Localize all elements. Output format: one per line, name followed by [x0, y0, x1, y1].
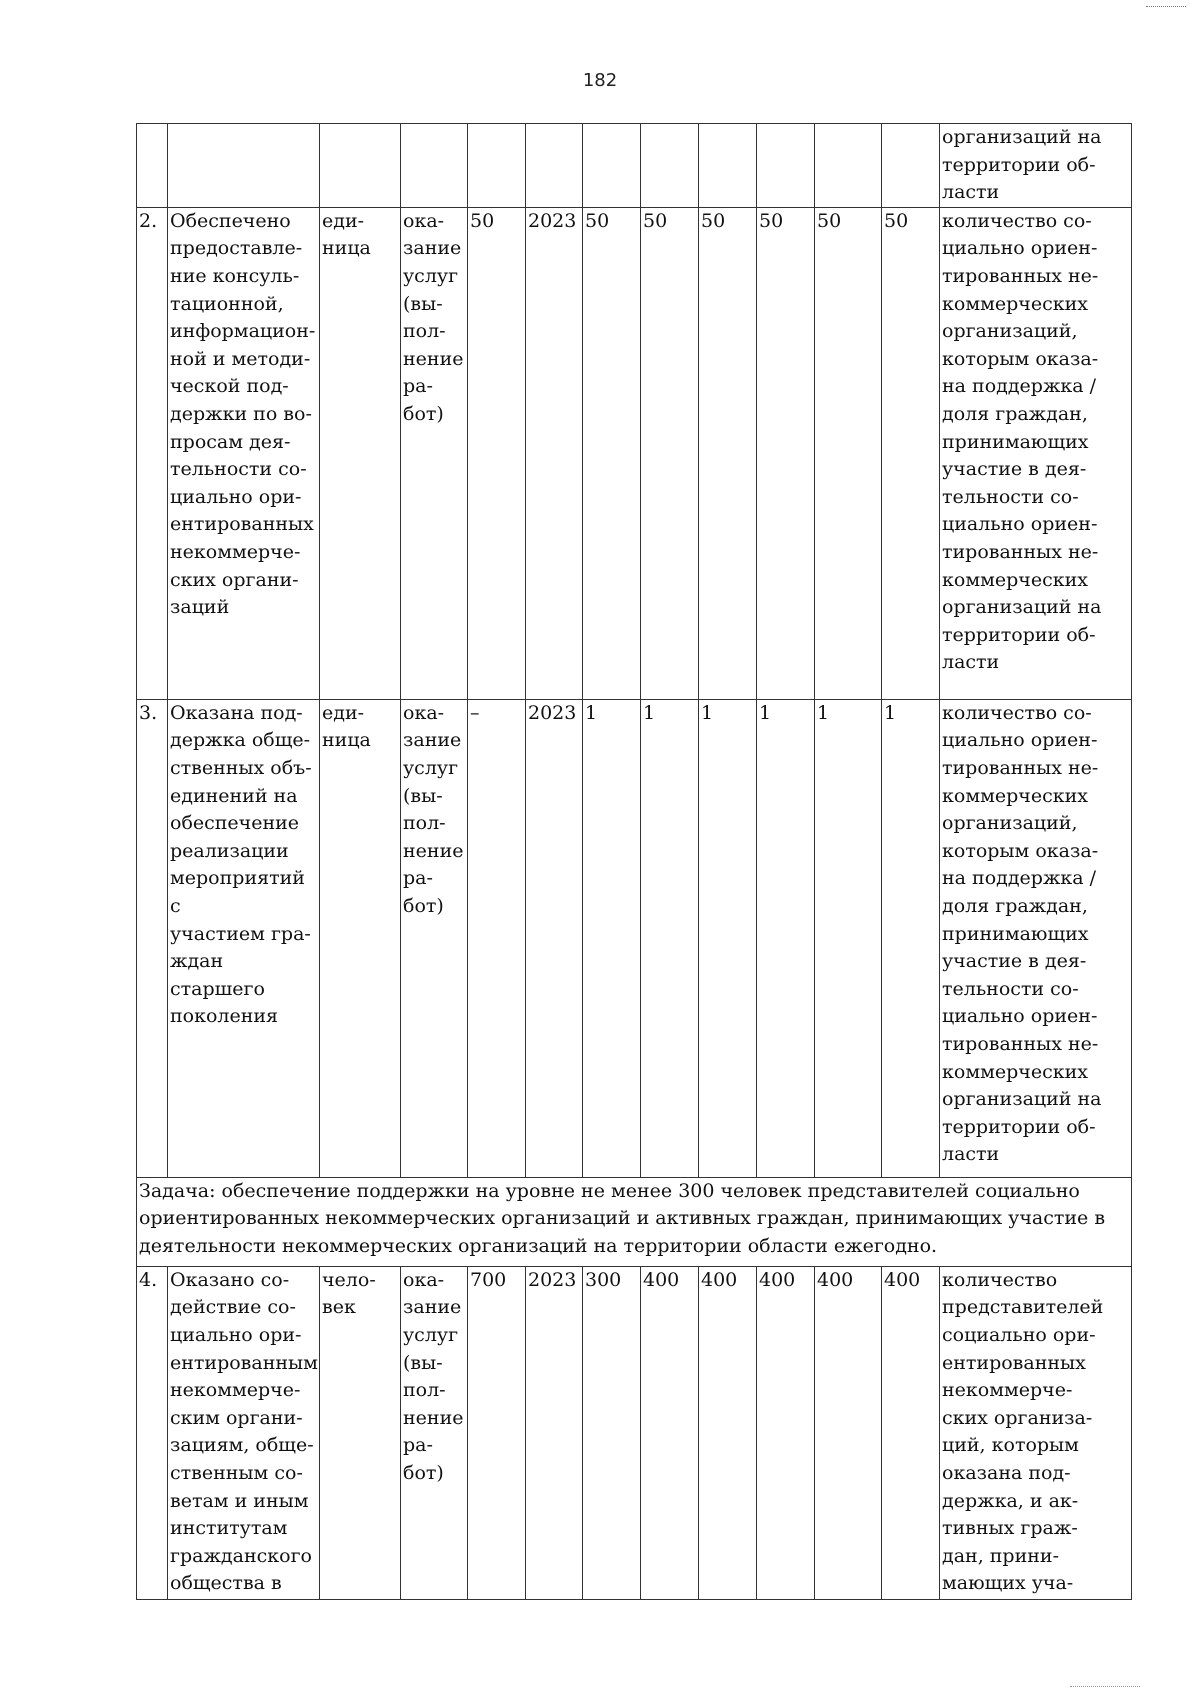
base-value: 700	[468, 1266, 526, 1599]
base-year: 2023	[526, 699, 583, 1177]
value-3: 1	[699, 699, 757, 1177]
value-4: 1	[757, 699, 815, 1177]
value-2: 50	[641, 207, 699, 699]
base-value: –	[468, 699, 526, 1177]
row-number	[137, 124, 168, 208]
table-row	[137, 124, 1132, 208]
base-year	[526, 124, 583, 208]
unit: чело- век	[320, 1266, 401, 1599]
indicators-table	[136, 123, 1132, 1600]
value-3: 400	[699, 1266, 757, 1599]
task-row	[137, 1177, 1132, 1266]
result-name: Оказана под- держка обще- ственных объ- единений на обеспечение реализации мероприятий с участием гра- ждан старшего поколения	[168, 699, 320, 1177]
result-type: ока- зание услуг (вы- пол- нение ра- бот)	[401, 1266, 468, 1599]
row-number: 2.	[137, 207, 168, 699]
value-2: 1	[641, 699, 699, 1177]
base-year: 2023	[526, 207, 583, 699]
value-1	[583, 124, 641, 208]
result-type: ока- зание услуг (вы- пол- нение ра- бот)	[401, 207, 468, 699]
unit: еди- ница	[320, 699, 401, 1177]
base-year: 2023	[526, 1266, 583, 1599]
value-2	[641, 124, 699, 208]
row-number: 3.	[137, 699, 168, 1177]
value-1: 50	[583, 207, 641, 699]
value-6: 50	[882, 207, 940, 699]
unit: еди- ница	[320, 207, 401, 699]
row-number: 4.	[137, 1266, 168, 1599]
unit	[320, 124, 401, 208]
value-2: 400	[641, 1266, 699, 1599]
value-5: 400	[815, 1266, 882, 1599]
value-3: 50	[699, 207, 757, 699]
indicator-link: количество со- циально ориен- тированных не- коммерческих организаций, которым оказа- на поддержка / доля граждан, принимающих участие в дея- тельности со- циально ориен- тированных не- коммерческих организаций на территории об- ласти	[940, 699, 1132, 1177]
scan-mark-bottom	[1070, 1686, 1140, 1691]
indicator-link: организаций на территории об- ласти	[940, 124, 1132, 208]
table-row	[137, 699, 1132, 1177]
value-4: 50	[757, 207, 815, 699]
indicator-link: количество представителей социально ори- ентированных некоммерче- ских организа- ций, которым оказана под- держка, и ак- тивных граж- дан, прини- мающих уча-	[940, 1266, 1132, 1599]
page-number: 182	[582, 70, 618, 91]
value-1: 300	[583, 1266, 641, 1599]
result-type	[401, 124, 468, 208]
result-name	[168, 124, 320, 208]
value-3	[699, 124, 757, 208]
value-5: 50	[815, 207, 882, 699]
value-5: 1	[815, 699, 882, 1177]
table-row	[137, 1266, 1132, 1599]
base-value	[468, 124, 526, 208]
value-4: 400	[757, 1266, 815, 1599]
value-6	[882, 124, 940, 208]
value-1: 1	[583, 699, 641, 1177]
value-6: 400	[882, 1266, 940, 1599]
base-value: 50	[468, 207, 526, 699]
value-5	[815, 124, 882, 208]
result-name: Оказано со- действие со- циально ори- ентированным некоммерче- ским органи- зациям, обще- ственным со- ветам и иным институтам гражданского общества в	[168, 1266, 320, 1599]
value-4	[757, 124, 815, 208]
task-text: Задача: обеспечение поддержки на уровне не менее 300 человек представителей социально ориентированных некоммерческих организаций и активных граждан, принимающих участие в деятельности некоммерческих организаций на территории области ежегодно.	[137, 1177, 1132, 1266]
indicator-link: количество со- циально ориен- тированных не- коммерческих организаций, которым оказа- на поддержка / доля граждан, принимающих участие в дея- тельности со- циально ориен- тированных не- коммерческих организаций на территории об- ласти	[940, 207, 1132, 699]
result-name: Обеспечено предоставле- ние консуль- тационной, информацион- ной и методи- ческой под- держки по во- просам дея- тельности со- циально ори- ентированных некоммерче- ских органи- заций	[168, 207, 320, 699]
value-6: 1	[882, 699, 940, 1177]
scan-mark-top	[1146, 0, 1186, 7]
table-row	[137, 207, 1132, 699]
result-type: ока- зание услуг (вы- пол- нение ра- бот)	[401, 699, 468, 1177]
